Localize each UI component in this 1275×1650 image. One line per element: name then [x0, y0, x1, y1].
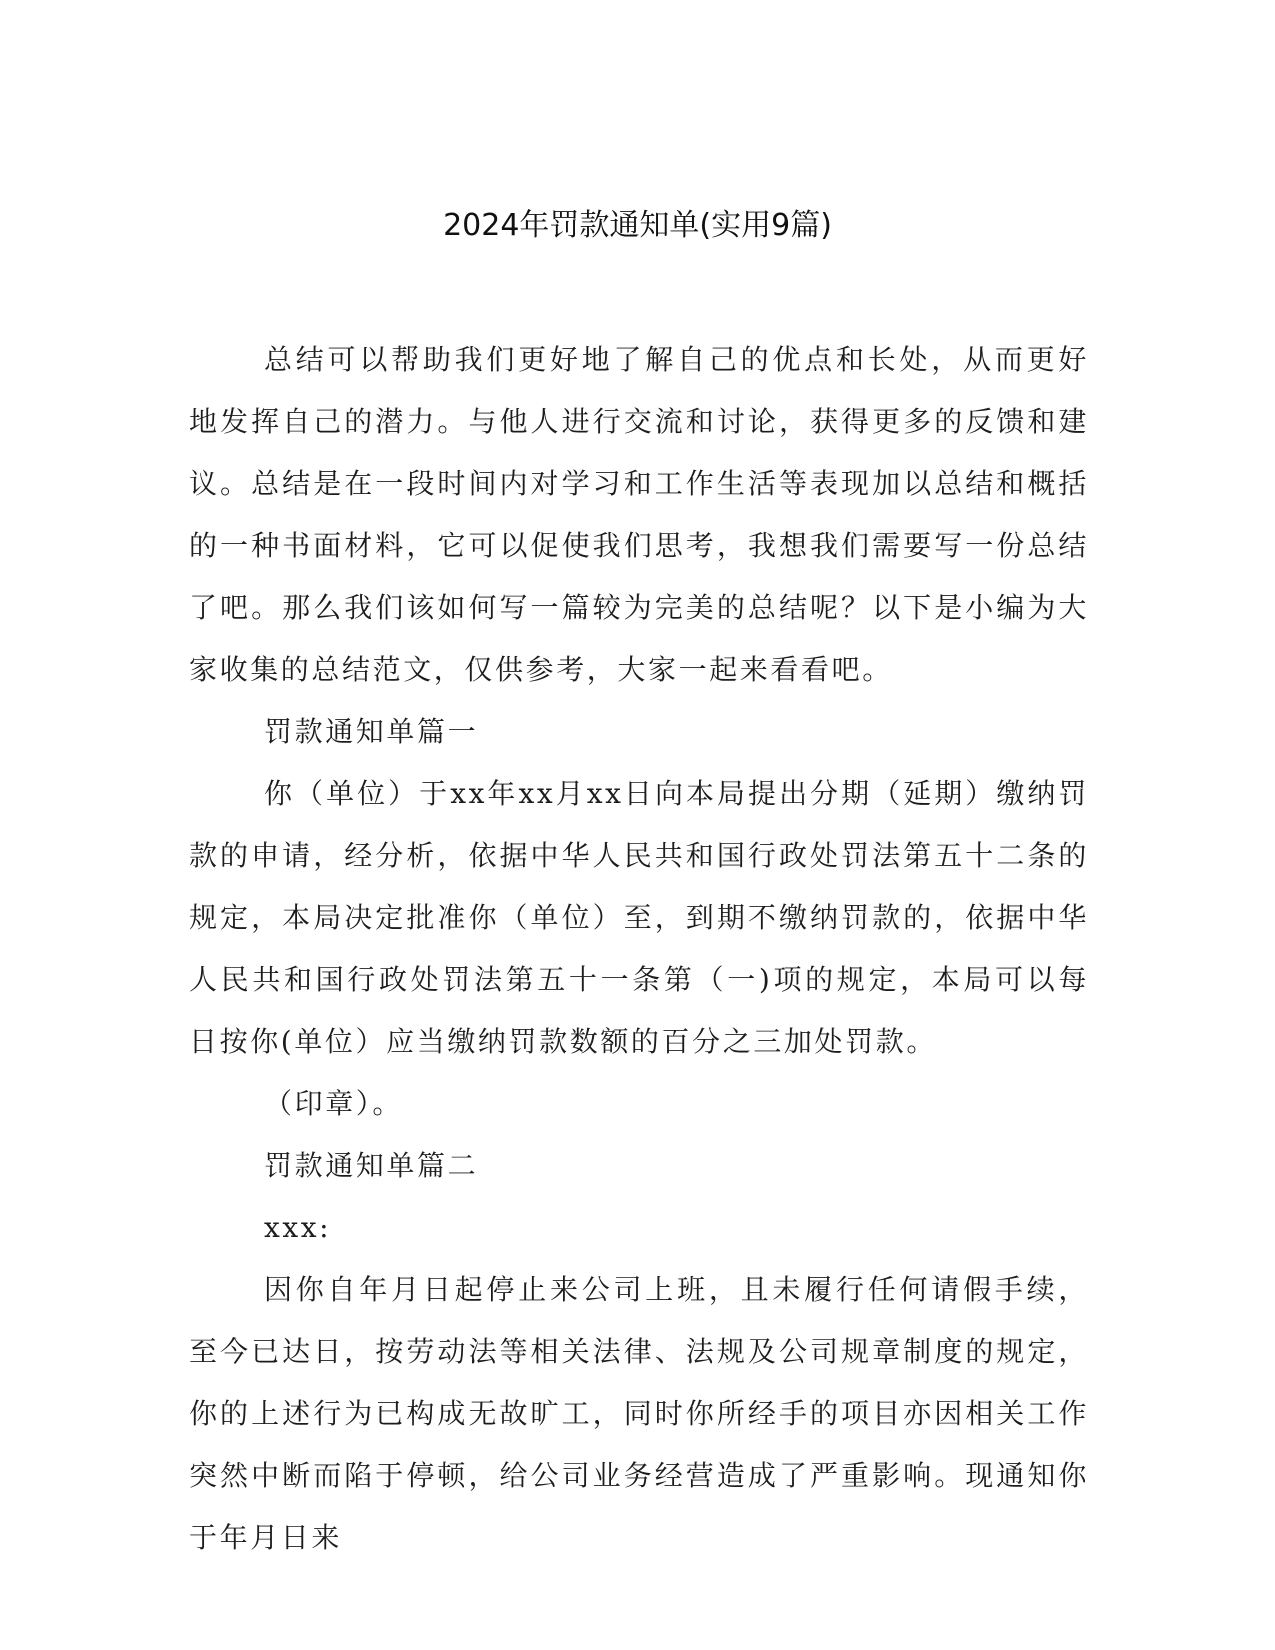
document-body — [189, 329, 1089, 1569]
section-2-paragraph: 因你自年月日起停止来公司上班，且未履行任何请假手续，至今已达日，按劳动法等相关法律、法规及公司规章制度的规定，你的上述行为已构成无故旷工，同时你所经手的项目亦因相关工作突然中断而陷于停顿，给公司业务经营造成了严重影响。现通知你于年月日来 — [189, 1273, 1089, 1554]
section-heading-2: 罚款通知单篇二 — [264, 1149, 479, 1182]
salutation: xxx: — [264, 1211, 332, 1244]
section-heading-1: 罚款通知单篇一 — [264, 715, 479, 748]
document-title: 2024年罚款通知单(实用9篇) — [443, 208, 832, 243]
seal-note: （印章）。 — [264, 1087, 404, 1120]
intro-paragraph: 总结可以帮助我们更好地了解自己的优点和长处，从而更好地发挥自己的潜力。与他人进行交流和讨论，获得更多的反馈和建议。总结是在一段时间内对学习和工作生活等表现加以总结和概括的一种书面材料，它可以促使我们思考，我想我们需要写一份总结了吧。那么我们该如何写一篇较为完美的总结呢？以下是小编为大家收集的总结范文，仅供参考，大家一起来看看吧。 — [189, 343, 1089, 686]
section-1-paragraph: 你（单位）于xx年xx月xx日向本局提出分期（延期）缴纳罚款的申请，经分析，依据中华人民共和国行政处罚法第五十二条的规定，本局决定批准你（单位）至，到期不缴纳罚款的，依据中华人民共和国行政处罚法第五十一条第（一)项的规定，本局可以每日按你(单位）应当缴纳罚款数额的百分之三加处罚款。 — [189, 777, 1089, 1058]
